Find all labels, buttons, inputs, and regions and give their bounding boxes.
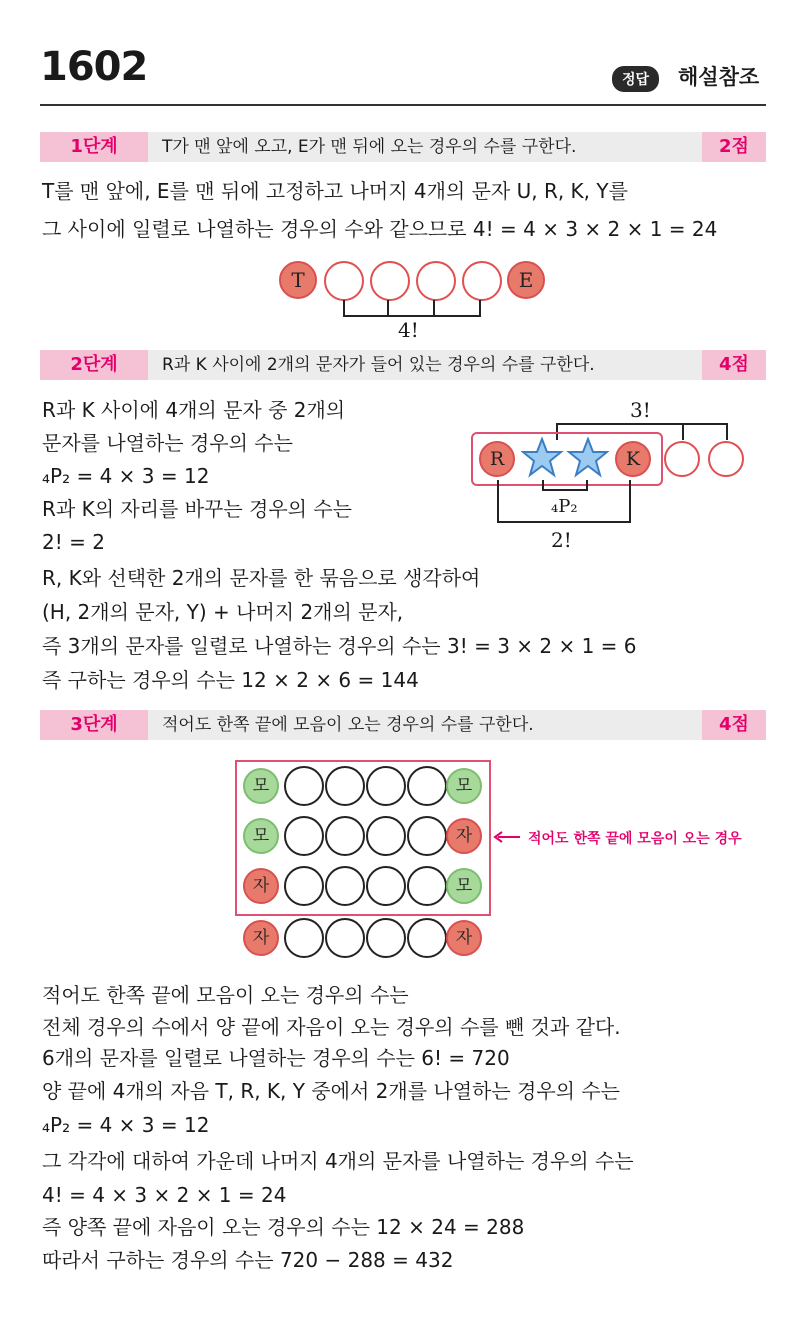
step2-bar (40, 350, 766, 380)
answer-label: 해설참조 (678, 65, 760, 89)
step1-title: T가 맨 앞에 오고, E가 맨 뒤에 오는 경우의 수를 구한다. (148, 132, 576, 162)
bottom-label: 2! (551, 528, 572, 552)
vowel-circle: 모 (243, 768, 279, 804)
step2-line: ₄P₂ = 4 × 3 = 12 (42, 464, 210, 488)
step2-title: R과 K 사이에 2개의 문자가 들어 있는 경우의 수를 구한다. (148, 350, 595, 380)
letter-circle: T (279, 261, 317, 299)
empty-circle (407, 918, 447, 958)
step1-label: 1단계 (40, 132, 148, 162)
empty-circle (407, 866, 447, 906)
problem-number: 1602 (40, 44, 148, 90)
consonant-circle: 자 (243, 868, 279, 904)
step2-line: 즉 3개의 문자를 일렬로 나열하는 경우의 수는 3! = 3 × 2 × 1 = 6 (42, 634, 637, 658)
step3-line: 적어도 한쪽 끝에 모음이 오는 경우의 수는 (42, 983, 409, 1007)
vowel-circle: 모 (446, 868, 482, 904)
step3-line: 6개의 문자를 일렬로 나열하는 경우의 수는 6! = 720 (42, 1046, 510, 1070)
step3-line: 4! = 4 × 3 × 2 × 1 = 24 (42, 1183, 287, 1207)
step2-line: 문자를 나열하는 경우의 수는 (42, 431, 293, 455)
step2-label: 2단계 (40, 350, 148, 380)
step3-line: 따라서 구하는 경우의 수는 720 − 288 = 432 (42, 1248, 454, 1272)
empty-circle (284, 918, 324, 958)
step2-line: R, K와 선택한 2개의 문자를 한 묶음으로 생각하여 (42, 566, 481, 590)
vowel-circle: 모 (446, 768, 482, 804)
vowel-circle: 모 (243, 818, 279, 854)
top-label: 3! (630, 398, 651, 422)
empty-circle (407, 766, 447, 806)
step3-label: 3단계 (40, 710, 148, 740)
empty-circle (370, 261, 410, 301)
step1-bar (40, 132, 766, 162)
empty-circle (366, 918, 406, 958)
letter-circle: E (507, 261, 545, 299)
consonant-circle: 자 (243, 920, 279, 956)
step1-line: T를 맨 앞에, E를 맨 뒤에 고정하고 나머지 4개의 문자 U, R, K, Y를 (42, 179, 628, 203)
step1-points: 2점 (702, 132, 766, 162)
empty-circle (708, 441, 744, 477)
empty-circle (284, 766, 324, 806)
step3-points: 4점 (702, 710, 766, 740)
bracket-label: 4! (398, 318, 419, 342)
empty-circle (325, 766, 365, 806)
empty-circle (462, 261, 502, 301)
step2-line: (H, 2개의 문자, Y) + 나머지 2개의 문자, (42, 600, 404, 624)
empty-circle (366, 866, 406, 906)
empty-circle (284, 816, 324, 856)
step3-title: 적어도 한쪽 끝에 모음이 오는 경우의 수를 구한다. (148, 710, 534, 740)
step3-line: 그 각각에 대하여 가운데 나머지 4개의 문자를 나열하는 경우의 수는 (42, 1149, 634, 1173)
empty-circle (325, 816, 365, 856)
step2-line: 즉 구하는 경우의 수는 12 × 2 × 6 = 144 (42, 668, 419, 692)
step3-line: ₄P₂ = 4 × 3 = 12 (42, 1113, 210, 1137)
empty-circle (366, 816, 406, 856)
arrow-left-icon (492, 830, 522, 844)
empty-circle (664, 441, 700, 477)
step3-line: 즉 양쪽 끝에 자음이 오는 경우의 수는 12 × 24 = 288 (42, 1215, 525, 1239)
step2-line: 2! = 2 (42, 530, 105, 554)
answer-badge: 정답 (612, 66, 659, 92)
header-rule (40, 104, 766, 106)
empty-circle (366, 766, 406, 806)
letter-circle: R (479, 441, 515, 477)
consonant-circle: 자 (446, 920, 482, 956)
consonant-circle: 자 (446, 818, 482, 854)
empty-circle (416, 261, 456, 301)
step2-line: R과 K 사이에 4개의 문자 중 2개의 (42, 398, 346, 422)
step3-bar (40, 710, 766, 740)
empty-circle (407, 816, 447, 856)
step2-line: R과 K의 자리를 바꾸는 경우의 수는 (42, 497, 352, 521)
empty-circle (324, 261, 364, 301)
step3-line: 전체 경우의 수에서 양 끝에 자음이 오는 경우의 수를 뺀 것과 같다. (42, 1015, 621, 1039)
star-icons (521, 437, 609, 479)
step2-points: 4점 (702, 350, 766, 380)
letter-circle: K (615, 441, 651, 477)
empty-circle (325, 918, 365, 958)
inner-label: ₄P₂ (551, 496, 578, 517)
empty-circle (284, 866, 324, 906)
step1-line: 그 사이에 일렬로 나열하는 경우의 수와 같으므로 4! = 4 × 3 × 2 × 1 = 24 (42, 217, 718, 241)
empty-circle (325, 866, 365, 906)
annotation: 적어도 한쪽 끝에 모음이 오는 경우 (528, 831, 742, 847)
step3-line: 양 끝에 4개의 자음 T, R, K, Y 중에서 2개를 나열하는 경우의 수는 (42, 1079, 620, 1103)
